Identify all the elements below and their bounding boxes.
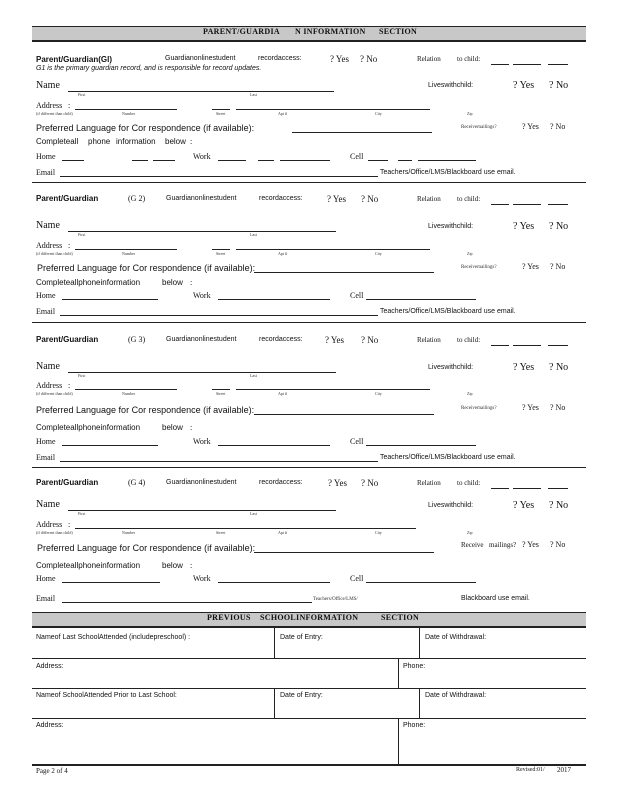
- table-bottom-line: [32, 764, 586, 766]
- g4-name-label: Name: [36, 499, 60, 510]
- g3-home-field[interactable]: [62, 445, 158, 446]
- g4-addr-sub5: City: [375, 530, 382, 535]
- g2-lives-yes[interactable]: ? Yes: [513, 221, 535, 232]
- g3-lives-label: Liveswithchild:: [428, 364, 474, 371]
- cell-divider: [398, 718, 399, 764]
- prior-school-address-label: Address:: [36, 722, 64, 729]
- g4-email-field[interactable]: [62, 602, 312, 603]
- g3-access-yes[interactable]: ? Yes: [325, 335, 345, 345]
- g3-phone-colon: :: [190, 423, 193, 432]
- g3-address-field2[interactable]: [212, 389, 230, 390]
- g3-record-label: recordaccess:: [259, 336, 303, 343]
- section-header-previous-school: [32, 612, 586, 628]
- g3-relation-field2[interactable]: [513, 345, 541, 346]
- g4-addr-sub6: Zip: [467, 530, 473, 535]
- g1-work-mid[interactable]: [258, 160, 274, 161]
- g1-work-end[interactable]: [280, 160, 330, 161]
- last-school-phone-label: Phone:: [403, 663, 426, 670]
- g3-label: Parent/Guardian: [36, 335, 99, 344]
- g3-access-no[interactable]: ? No: [361, 335, 379, 345]
- g3-addr-sub1: (if different than child): [36, 391, 73, 396]
- g3-email-note: Teachers/Office/LMS/Blackboard use email.: [380, 454, 516, 461]
- g2-relation-field2[interactable]: [513, 204, 541, 205]
- g4-number: (G 4): [128, 478, 146, 487]
- g2-addr-sub4: Apt #: [278, 251, 287, 256]
- g1-name-label: Name: [36, 80, 60, 91]
- g4-email-note: Blackboard use email.: [461, 595, 530, 602]
- divider-g2: [32, 322, 586, 323]
- g1-relation-field3[interactable]: [548, 64, 568, 65]
- g1-work-label: Work: [193, 152, 211, 161]
- g3-addr-sub2: Number: [122, 391, 136, 396]
- g2-access-no[interactable]: ? No: [361, 194, 379, 204]
- g4-address-label: Address: [36, 520, 63, 529]
- prior-school-phone-label: Phone:: [403, 722, 426, 729]
- g2-address-field3[interactable]: [236, 249, 430, 250]
- g1-address-field2[interactable]: [212, 109, 230, 110]
- g1-address-field1[interactable]: [75, 109, 177, 110]
- g2-address-colon: :: [68, 241, 71, 250]
- g2-work-field[interactable]: [218, 299, 330, 300]
- revised-year: 2017: [557, 766, 571, 774]
- table-row-line: [32, 688, 586, 689]
- g2-receive-label: Receivemailings?: [461, 265, 497, 270]
- g1-phone-label-a: Completeall: [36, 137, 79, 146]
- g4-work-label: Work: [193, 574, 211, 583]
- g1-phone-label-c: information: [116, 137, 156, 146]
- g4-access-yes[interactable]: ? Yes: [328, 478, 348, 488]
- g2-relation-field3[interactable]: [548, 204, 568, 205]
- g2-number: (G 2): [128, 194, 146, 203]
- section2-title-part2: SCHOOLINFORMATION: [260, 613, 359, 622]
- g1-addr-sub6: Zip: [467, 111, 473, 116]
- g1-lives-yes[interactable]: ? Yes: [513, 80, 535, 91]
- g4-access-label: Guardianonlinestudent: [166, 479, 237, 486]
- cell-divider: [419, 628, 420, 658]
- g1-email-field[interactable]: [60, 176, 378, 177]
- g1-lang-label: Preferred Language for Cor respondence (if available):: [36, 123, 255, 133]
- g2-addr-sub2: Number: [122, 251, 136, 256]
- g2-lives-label: Liveswithchild:: [428, 223, 474, 230]
- g1-access-no[interactable]: ? No: [360, 54, 378, 64]
- g2-lang-label: Preferred Language for Cor respondence (if available):: [37, 263, 256, 273]
- g3-lang-label: Preferred Language for Cor respondence (if available):: [36, 405, 255, 415]
- g3-work-field[interactable]: [218, 445, 330, 446]
- g3-addr-sub6: Zip: [467, 391, 473, 396]
- g3-address-colon: :: [68, 381, 71, 390]
- cell-divider: [419, 688, 420, 718]
- g1-access-yes[interactable]: ? Yes: [330, 54, 350, 64]
- g1-phone-colon: :: [190, 137, 193, 146]
- g2-work-label: Work: [193, 291, 211, 300]
- g4-phone-label: Completeallphoneinformation: [36, 561, 141, 570]
- cell-divider: [274, 688, 275, 718]
- g2-lives-no[interactable]: ? No: [549, 221, 569, 232]
- g1-address-colon: :: [68, 101, 71, 110]
- g3-addr-sub5: City: [375, 391, 382, 396]
- g1-cell-label: Cell: [350, 152, 364, 161]
- g2-tochild-label: to child:: [457, 195, 481, 203]
- g3-phone-below: below: [162, 423, 183, 432]
- last-school-address-label: Address:: [36, 663, 64, 670]
- last-school-withdrawal-label: Date of Withdrawal:: [425, 634, 487, 641]
- g1-relation-field2[interactable]: [513, 64, 541, 65]
- g1-addr-sub5: City: [375, 111, 382, 116]
- g1-addr-sub2: Number: [122, 111, 136, 116]
- g4-lives-label: Liveswithchild:: [428, 502, 474, 509]
- g1-cell-area[interactable]: [368, 160, 388, 161]
- g1-phone-below: below: [165, 137, 186, 146]
- g1-home-area[interactable]: [62, 160, 84, 161]
- g3-receive-label: Receivemailings?: [461, 406, 497, 411]
- g3-name-label: Name: [36, 361, 60, 372]
- g1-record-label: recordaccess:: [258, 55, 302, 62]
- g2-access-label: Guardianonlinestudent: [166, 195, 237, 202]
- g1-last-sub: Last: [250, 92, 257, 97]
- divider-g3: [32, 467, 586, 468]
- cell-divider: [398, 658, 399, 688]
- g4-label: Parent/Guardian: [36, 478, 99, 487]
- g3-cell-field[interactable]: [366, 445, 476, 446]
- g1-receive-label: Receivemailings?: [461, 125, 497, 130]
- section2-title-part1: PREVIOUS: [207, 613, 251, 622]
- prior-school-name-label: Nameof SchoolAttended Prior to Last School:: [36, 692, 177, 699]
- table-row-line: [32, 658, 586, 659]
- page-number: Page 2 of 4: [36, 767, 68, 775]
- g1-address-label: Address: [36, 101, 63, 110]
- prior-school-withdrawal-label: Date of Withdrawal:: [425, 692, 487, 699]
- g4-phone-colon: :: [190, 561, 193, 570]
- g3-relation-field3[interactable]: [548, 345, 568, 346]
- g3-relation-field[interactable]: [491, 345, 509, 346]
- g3-addr-sub4: Apt #: [278, 391, 287, 396]
- g1-receive-no[interactable]: ? No: [550, 122, 566, 131]
- g4-relation-field[interactable]: [491, 488, 509, 489]
- g1-addr-sub4: Apt #: [278, 111, 287, 116]
- g1-cell-mid[interactable]: [398, 160, 412, 161]
- g2-first-sub: First: [78, 232, 86, 237]
- g4-addr-sub4: Apt #: [278, 530, 287, 535]
- g4-last-sub: Last: [250, 511, 257, 516]
- g4-lives-yes[interactable]: ? Yes: [513, 500, 535, 511]
- g1-relation-label: Relation: [417, 55, 441, 63]
- section-title-part1: PARENT/GUARDIA: [203, 27, 280, 36]
- g4-address-colon: :: [68, 520, 71, 529]
- g3-last-sub: Last: [250, 373, 257, 378]
- g2-phone-colon: :: [190, 278, 193, 287]
- g3-relation-label: Relation: [417, 336, 441, 344]
- g4-addr-sub2: Number: [122, 530, 136, 535]
- g1-address-field3[interactable]: [236, 109, 430, 110]
- g4-phone-below: below: [162, 561, 183, 570]
- g4-tochild-label: to child:: [457, 479, 481, 487]
- g1-primary-note: G1 is the primary guardian record, and is responsible for record updates.: [36, 65, 262, 72]
- g1-lang-field[interactable]: [292, 132, 432, 133]
- g4-lang-label: Preferred Language for Cor respondence (if available):: [37, 543, 256, 553]
- g4-email-note-small: Teachers/Office/LMS/: [313, 597, 358, 602]
- g1-email-label: Email: [36, 168, 56, 177]
- g2-record-label: recordaccess:: [259, 195, 303, 202]
- g3-cell-label: Cell: [350, 437, 364, 446]
- g4-lives-no[interactable]: ? No: [549, 500, 569, 511]
- section-title-part3: SECTION: [379, 27, 418, 36]
- g3-tochild-label: to child:: [457, 336, 481, 344]
- g4-relation-label: Relation: [417, 479, 441, 487]
- g3-home-label: Home: [36, 437, 56, 446]
- g2-relation-label: Relation: [417, 195, 441, 203]
- g3-lang-field[interactable]: [254, 414, 434, 415]
- g4-receive-label-a: Receive: [461, 541, 484, 549]
- g4-work-field[interactable]: [218, 582, 330, 583]
- last-school-name-label: Nameof Last SchoolAttended (includepreschool) :: [36, 634, 191, 641]
- g3-receive-no[interactable]: ? No: [550, 403, 566, 412]
- g1-addr-sub1: (if different than child): [36, 111, 73, 116]
- g2-lang-field[interactable]: [254, 272, 434, 273]
- g4-addr-sub3: Street: [216, 530, 226, 535]
- g3-work-label: Work: [193, 437, 211, 446]
- g2-access-yes[interactable]: ? Yes: [327, 194, 347, 204]
- g4-home-label: Home: [36, 574, 56, 583]
- g3-lives-yes[interactable]: ? Yes: [513, 362, 535, 373]
- prior-school-entry-label: Date of Entry:: [280, 692, 323, 699]
- g4-access-no[interactable]: ? No: [361, 478, 379, 488]
- g1-addr-sub3: Street: [216, 111, 226, 116]
- g4-first-sub: First: [78, 511, 86, 516]
- g2-address-field2[interactable]: [212, 249, 230, 250]
- cell-divider: [274, 628, 275, 658]
- g1-phone-label-b: phone: [88, 137, 111, 146]
- table-row-line: [32, 718, 586, 719]
- section2-title-part3: SECTION: [381, 613, 420, 622]
- g2-home-field[interactable]: [62, 299, 158, 300]
- g1-relation-field[interactable]: [491, 64, 509, 65]
- g2-email-field[interactable]: [60, 315, 378, 316]
- g1-email-note: Teachers/Office/LMS/Blackboard use email.: [380, 169, 516, 176]
- g4-address-field[interactable]: [75, 528, 416, 529]
- g3-email-label: Email: [36, 453, 56, 462]
- g4-receive-no[interactable]: ? No: [550, 540, 566, 549]
- g3-phone-label: Completeallphoneinformation: [36, 423, 141, 432]
- g4-receive-label-b: mailings?: [489, 541, 517, 549]
- g1-first-sub: First: [78, 92, 86, 97]
- g3-address-field1[interactable]: [75, 389, 177, 390]
- g4-email-label: Email: [36, 594, 56, 603]
- g4-cell-field[interactable]: [366, 582, 476, 583]
- g3-email-field[interactable]: [60, 461, 378, 462]
- g2-addr-sub3: Street: [216, 251, 226, 256]
- g3-address-label: Address: [36, 381, 63, 390]
- g2-email-note: Teachers/Office/LMS/Blackboard use email.: [380, 308, 516, 315]
- g2-addr-sub5: City: [375, 251, 382, 256]
- g3-first-sub: First: [78, 373, 86, 378]
- g4-addr-sub1: (if different than child): [36, 530, 73, 535]
- g4-receive-yes[interactable]: ? Yes: [522, 540, 539, 549]
- g2-address-label: Address: [36, 241, 63, 250]
- g1-tochild-label: to child:: [457, 55, 481, 63]
- g1-home-end[interactable]: [153, 160, 175, 161]
- g2-name-label: Name: [36, 220, 60, 231]
- g2-addr-sub6: Zip: [467, 251, 473, 256]
- g2-home-label: Home: [36, 291, 56, 300]
- revised-label: Revised:01/: [516, 767, 545, 773]
- g1-name-field[interactable]: [68, 91, 334, 92]
- g2-addr-sub1: (if different than child): [36, 251, 73, 256]
- g2-cell-label: Cell: [350, 291, 364, 300]
- g4-lang-field[interactable]: [254, 552, 434, 553]
- g1-lives-no[interactable]: ? No: [549, 80, 569, 91]
- g4-relation-field2[interactable]: [513, 488, 541, 489]
- g3-access-label: Guardianonlinestudent: [166, 336, 237, 343]
- g2-phone-label: Completeallphoneinformation: [36, 278, 141, 287]
- g2-receive-yes[interactable]: ? Yes: [522, 262, 539, 271]
- last-school-entry-label: Date of Entry:: [280, 634, 323, 641]
- g4-cell-label: Cell: [350, 574, 364, 583]
- g4-home-field[interactable]: [62, 582, 160, 583]
- g3-address-field3[interactable]: [236, 389, 430, 390]
- g4-relation-field3[interactable]: [548, 488, 568, 489]
- divider-g1: [32, 182, 586, 183]
- g1-label: Parent/Guardian(Gl): [36, 55, 113, 64]
- g4-record-label: recordaccess:: [259, 479, 303, 486]
- g2-email-label: Email: [36, 307, 56, 316]
- g2-last-sub: Last: [250, 232, 257, 237]
- g2-address-field1[interactable]: [75, 249, 177, 250]
- g2-phone-below: below: [162, 278, 183, 287]
- g1-home-mid[interactable]: [132, 160, 148, 161]
- g2-cell-field[interactable]: [366, 299, 476, 300]
- g3-lives-no[interactable]: ? No: [549, 362, 569, 373]
- g1-cell-end[interactable]: [418, 160, 476, 161]
- section-title-part2: N INFORMATION: [295, 27, 366, 36]
- g2-name-field[interactable]: [68, 231, 336, 232]
- g3-receive-yes[interactable]: ? Yes: [522, 403, 539, 412]
- section-header-parent: [32, 26, 586, 42]
- g4-name-field[interactable]: [68, 510, 336, 511]
- g3-addr-sub3: Street: [216, 391, 226, 396]
- g3-name-field[interactable]: [68, 372, 336, 373]
- g2-receive-no[interactable]: ? No: [550, 262, 566, 271]
- g1-access-label: Guardianonlinestudent: [165, 55, 236, 62]
- g2-relation-field[interactable]: [491, 204, 509, 205]
- g1-work-area[interactable]: [218, 160, 246, 161]
- g2-label: Parent/Guardian: [36, 194, 99, 203]
- g1-home-label: Home: [36, 152, 56, 161]
- g1-lives-label: Liveswithchild:: [428, 82, 474, 89]
- g1-receive-yes[interactable]: ? Yes: [522, 122, 539, 131]
- g3-number: (G 3): [128, 335, 146, 344]
